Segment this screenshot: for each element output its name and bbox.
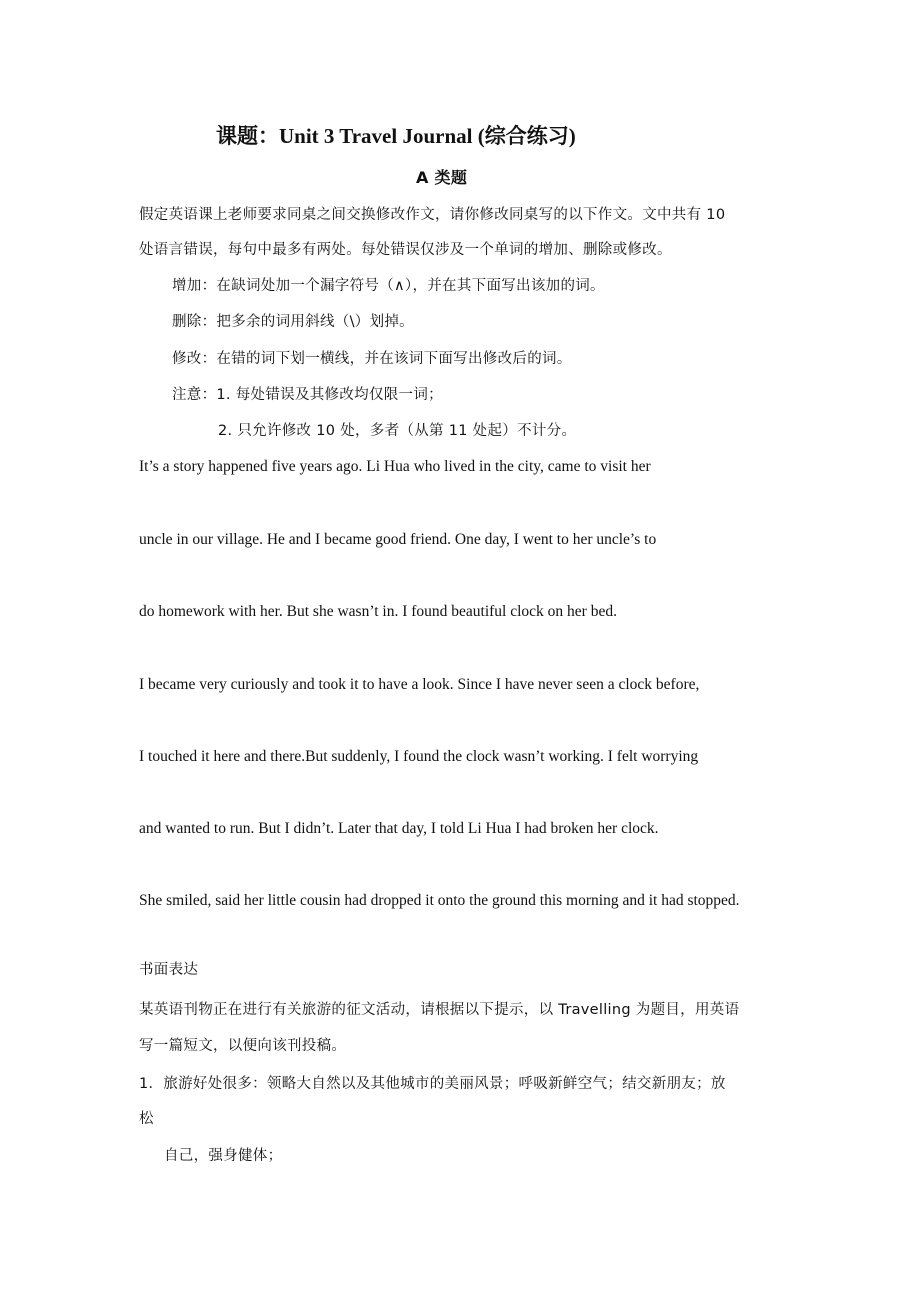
passage-line: I became very curiously and took it to have a look. Since I have never seen a clock before, (139, 676, 700, 693)
instruction-add: 增加：在缺词处加一个漏字符号（∧），并在其下面写出该加的词。 (172, 278, 605, 294)
passage-line: uncle in our village. He and I became good friend. One day, I went to her uncle’s to (139, 531, 657, 548)
writing-point-1-cont: 松 (139, 1111, 154, 1127)
writing-point-1-cont: 自己，强身健体； (164, 1148, 283, 1164)
instruction-intro-line: 处语言错误，每句中最多有两处。每处错误仅涉及一个单词的增加、删除或修改。 (139, 242, 672, 258)
writing-heading: 书面表达 (139, 962, 199, 978)
writing-prompt-line: 写一篇短文，以便向该刊投稿。 (139, 1038, 347, 1054)
instruction-note-2: 2. 只允许修改 10 处，多者（从第 11 处起）不计分。 (218, 423, 577, 439)
instruction-delete: 删除：把多余的词用斜线（\）划掉。 (172, 314, 414, 330)
passage-line: do homework with her. But she wasn’t in. I found beautiful clock on her bed. (139, 603, 617, 620)
page-title: 课题：Unit 3 Travel Journal (综合练习) (216, 124, 576, 148)
section-heading-a: A 类题 (416, 168, 468, 187)
passage-line: It’s a story happened five years ago. Li Hua who lived in the city, came to visit her (139, 458, 651, 475)
instruction-modify: 修改：在错的词下划一横线，并在该词下面写出修改后的词。 (172, 351, 572, 367)
passage-line: I touched it here and there.But suddenly, I found the clock wasn’t working. I felt worrying (139, 748, 699, 765)
writing-prompt-line: 某英语刊物正在进行有关旅游的征文活动，请根据以下提示，以 Travelling 为题目，用英语 (139, 1002, 740, 1018)
passage-line: and wanted to run. But I didn’t. Later that day, I told Li Hua I had broken her clock. (139, 820, 659, 837)
passage-line: She smiled, said her little cousin had dropped it onto the ground this morning and it had stopped. (139, 892, 740, 909)
instruction-note-1: 注意：1. 每处错误及其修改均仅限一词； (172, 387, 443, 403)
instruction-intro-line: 假定英语课上老师要求同桌之间交换修改作文，请你修改同桌写的以下作文。文中共有 10 (139, 207, 726, 223)
writing-point-1: 1．旅游好处很多：领略大自然以及其他城市的美丽风景；呼吸新鲜空气；结交新朋友；放 (139, 1076, 726, 1092)
